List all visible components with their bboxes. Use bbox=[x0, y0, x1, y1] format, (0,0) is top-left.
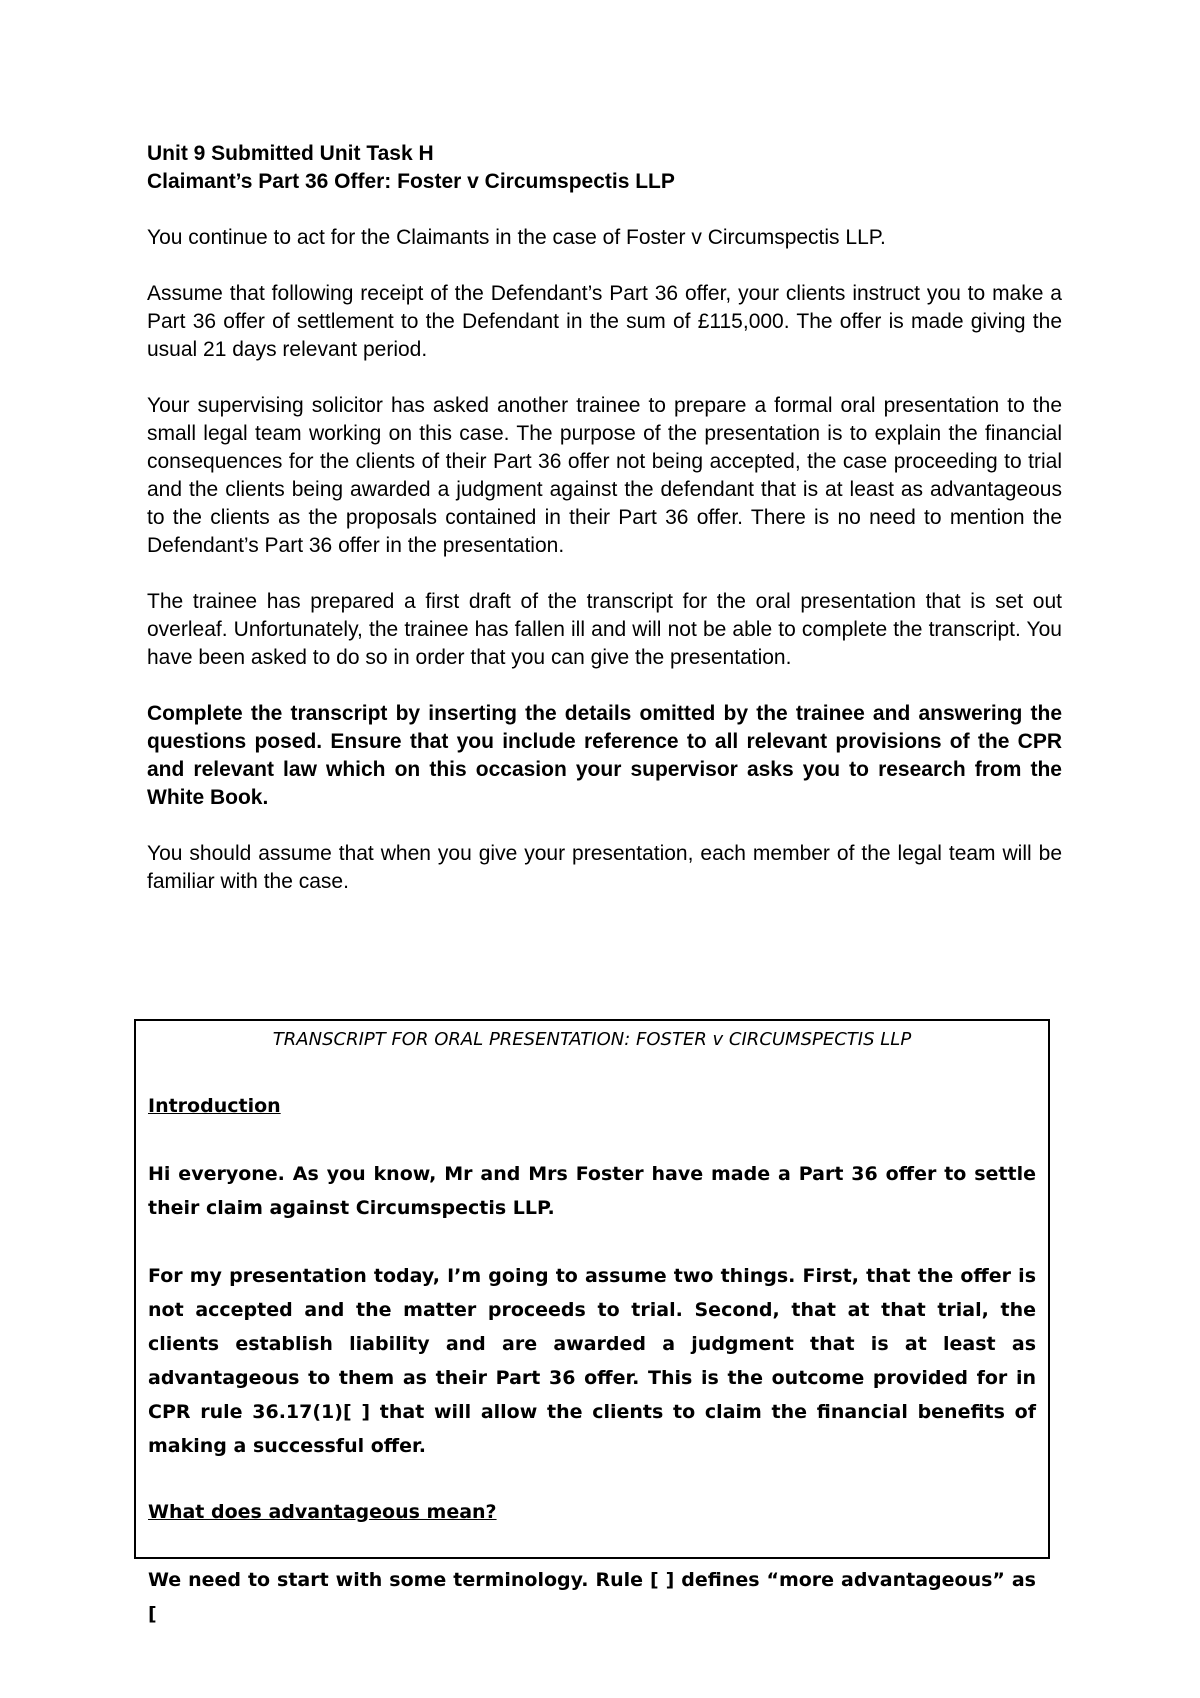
transcript-paragraph-greeting: Hi everyone. As you know, Mr and Mrs Foster have made a Part 36 offer to settle their claim against Circumspectis LLP. bbox=[148, 1163, 1036, 1219]
transcript-title: TRANSCRIPT FOR ORAL PRESENTATION: FOSTER v CIRCUMSPECTIS LLP bbox=[272, 1029, 912, 1050]
section-heading-introduction: Introduction bbox=[148, 1095, 281, 1117]
transcript-paragraph-assumptions: For my presentation today, I’m going to assume two things. First, that the offer is not accepted and the matter proceeds to trial. Second, that at that trial, the clients establish liability and are awarded a judgment that is at least as advantageous to them as their Part 36 offer. This is the outcome provided for in CPR rule 36.17(1)[ ] that will allow the clients to claim the financial benefits of making a successful offer. bbox=[148, 1265, 1036, 1457]
paragraph-presentation: Your supervising solicitor has asked another trainee to prepare a formal oral presentation to the small legal team working on this case. The purpose of the presentation is to explain the financial consequences for the clients of their Part 36 offer not being accepted, the case proceeding to trial and the clients being awarded a judgment against the defendant that is at least as advantageous to the clients as the proposals contained in their Part 36 offer. There is no need to mention the Defendant’s Part 36 offer in the presentation. bbox=[147, 394, 1062, 557]
document-title: Claimant’s Part 36 Offer: Foster v Circumspectis LLP bbox=[147, 170, 675, 193]
transcript-box bbox=[134, 1019, 1050, 1625]
paragraph-assumption: You should assume that when you give your presentation, each member of the legal team will be familiar with the case. bbox=[147, 842, 1062, 893]
paragraph-intro: You continue to act for the Claimants in the case of Foster v Circumspectis LLP. bbox=[147, 226, 886, 249]
transcript-paragraph-terminology: We need to start with some terminology. Rule [ ] defines “more advantageous” as [ bbox=[148, 1569, 1036, 1625]
paragraph-offer: Assume that following receipt of the Defendant’s Part 36 offer, your clients instruct you to make a Part 36 offer of settlement to the Defendant in the sum of £115,000. The offer is made giving the usual 21 days relevant period. bbox=[147, 282, 1062, 361]
document-body bbox=[147, 140, 1062, 924]
paragraph-trainee: The trainee has prepared a first draft of the transcript for the oral presentation that is set out overleaf. Unfortunately, the trainee has fallen ill and will not be able to complete the transcript. You have been asked to do so in order that you can give the presentation. bbox=[147, 590, 1062, 669]
instruction-paragraph: Complete the transcript by inserting the details omitted by the trainee and answering the questions posed. Ensure that you include reference to all relevant provisions of the CPR and relevant law which on this occasion your supervisor asks you to research from the White Book. bbox=[147, 702, 1062, 809]
section-heading-advantageous: What does advantageous mean? bbox=[148, 1501, 497, 1523]
unit-title: Unit 9 Submitted Unit Task H bbox=[147, 142, 434, 165]
